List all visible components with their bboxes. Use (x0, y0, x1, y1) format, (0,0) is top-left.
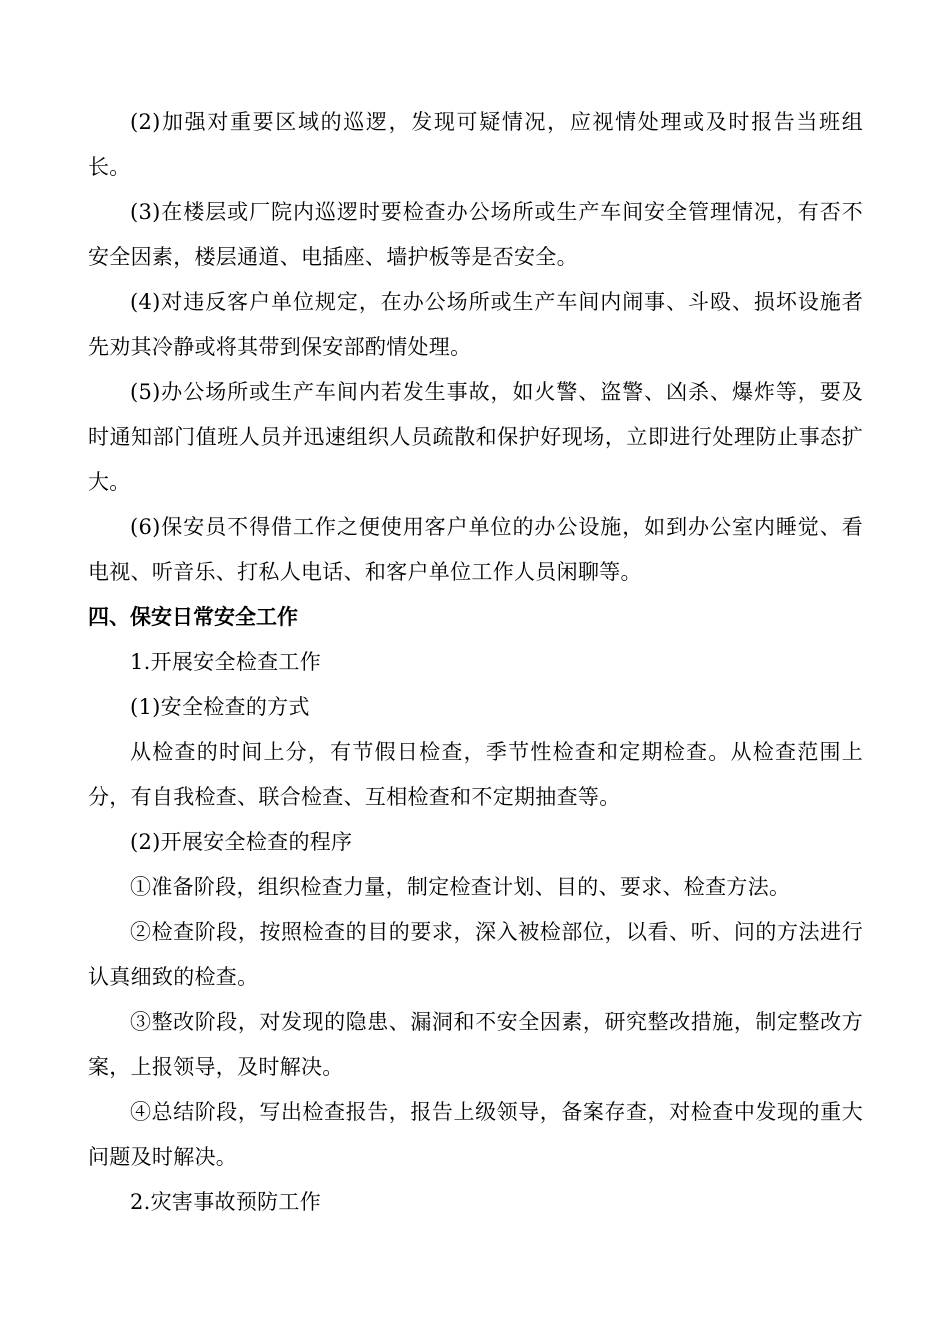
paragraph-violations: (4)对违反客户单位规定，在办公场所或生产车间内闹事、斗殴、损坏设施者先劝其冷静或将其带到保安部酌情处理。 (88, 290, 863, 359)
paragraph-inspection-stage: ②检查阶段，按照检查的目的要求，深入被检部位，以看、听、问的方法进行认真细致的检查。 (88, 920, 863, 989)
paragraph-floor-inspection: (3)在楼层或厂院内巡逻时要检查办公场所或生产车间安全管理情况，有否不安全因素，楼层通道、电插座、墙护板等是否安全。 (88, 200, 863, 269)
section-heading-daily-security: 四、保安日常安全工作 (88, 605, 298, 629)
subheading-inspection-procedure: (2)开展安全检查的程序 (130, 830, 353, 854)
paragraph-patrol-key-areas: (2)加强对重要区域的巡逻，发现可疑情况，应视情处理或及时报告当班组长。 (88, 110, 863, 179)
document-page (88, 100, 863, 1225)
paragraph-facility-use: (6)保安员不得借工作之便使用客户单位的办公设施，如到办公室内睡觉、看电视、听音乐、打私人电话、和客户单位工作人员闲聊等。 (88, 515, 863, 584)
paragraph-rectification-stage: ③整改阶段，对发现的隐患、漏洞和不安全因素，研究整改措施，制定整改方案，上报领导，及时解决。 (88, 1010, 863, 1079)
subheading-inspection-methods: (1)安全检查的方式 (130, 695, 310, 719)
paragraph-preparation-stage: ①准备阶段，组织检查力量，制定检查计划、目的、要求、检查方法。 (130, 875, 791, 899)
paragraph-summary-stage: ④总结阶段，写出检查报告，报告上级领导，备案存查，对检查中发现的重大问题及时解决。 (88, 1100, 863, 1169)
subheading-safety-inspection: 1.开展安全检查工作 (130, 650, 322, 674)
paragraph-accidents: (5)办公场所或生产车间内若发生事故，如火警、盗警、凶杀、爆炸等，要及时通知部门值班人员并迅速组织人员疏散和保护好现场，立即进行处理防止事态扩大。 (88, 380, 863, 494)
paragraph-inspection-methods: 从检查的时间上分，有节假日检查，季节性检查和定期检查。从检查范围上分，有自我检查、联合检查、互相检查和不定期抽查等。 (88, 740, 863, 809)
subheading-disaster-prevention: 2.灾害事故预防工作 (130, 1190, 322, 1214)
